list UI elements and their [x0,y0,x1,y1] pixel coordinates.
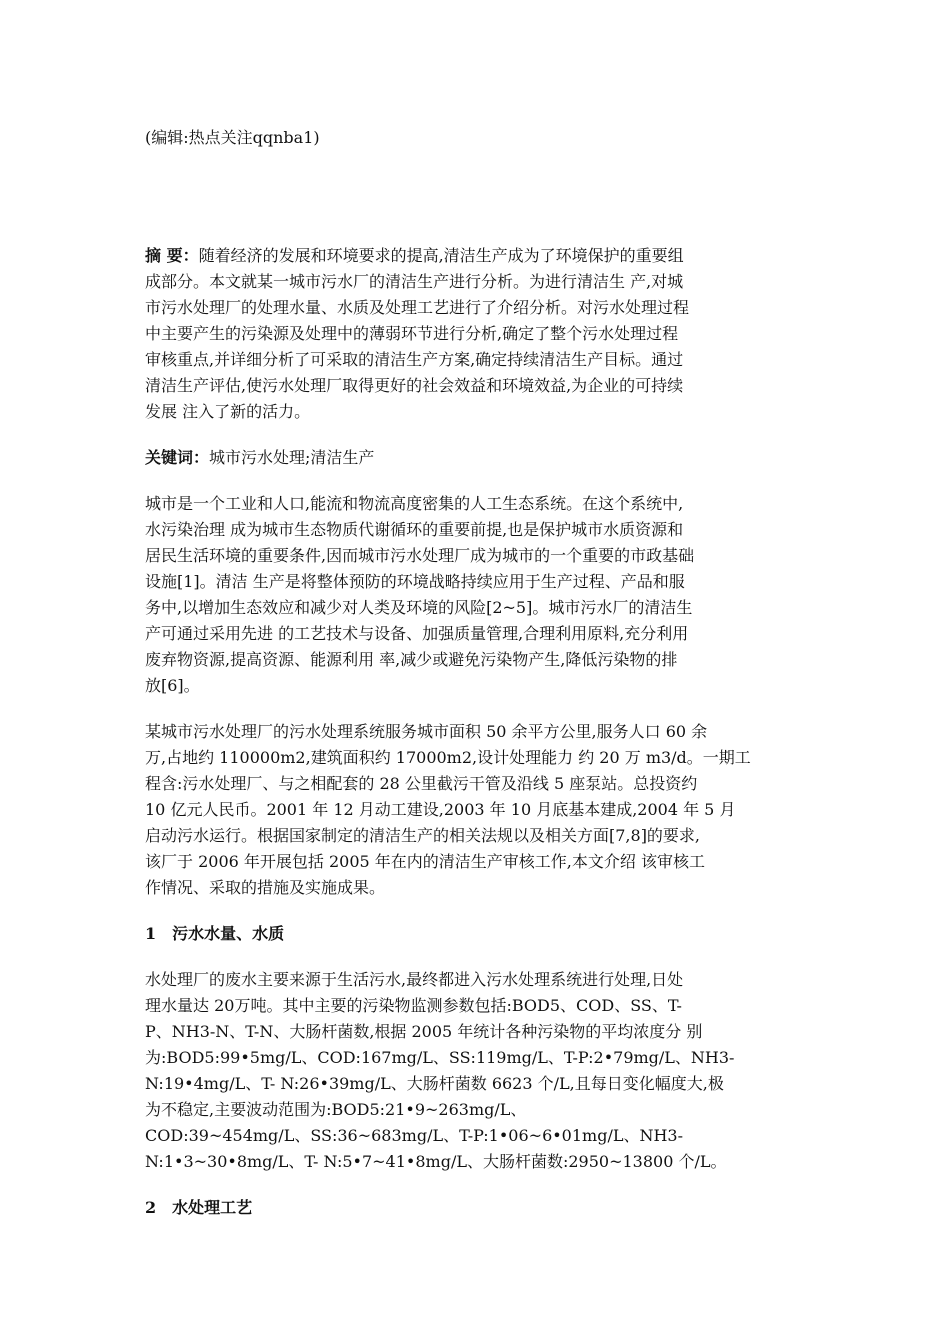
paragraph-line: N:1•3~30•8mg/L、T- N:5•7~41•8mg/L、大肠杆菌数:2950~13800 个/L。 [145,1152,727,1171]
paragraph-line: 10 亿元人民币。2001 年 12 月动工建设,2003 年 10 月底基本建成,2004 年 5 月 [145,800,736,819]
paragraph-line: 设施[1]。清洁 生产是将整体预防的环境战略持续应用于生产过程、产品和服 [145,572,685,591]
paragraph-line: 城市是一个工业和人口,能流和物流高度密集的人工生态系统。在这个系统中, [145,494,684,513]
abstract-text: 随着经济的发展和环境要求的提高,清洁生产成为了环境保护的重要组 [198,246,684,265]
paragraph-line: 启动污水运行。根据国家制定的清洁生产的相关法规以及相关方面[7,8]的要求, [145,826,701,845]
paragraph-line: 为不稳定,主要波动范围为:BOD5:21•9~263mg/L、 [145,1100,527,1119]
paragraph-line: 水污染治理 成为城市生态物质代谢循环的重要前提,也是保护城市水质资源和 [145,520,684,539]
paragraph-line: 万,占地约 110000m2,建筑面积约 17000m2,设计处理能力 约 20 万 m3/d。一期工 [145,748,751,767]
paragraph-line: P、NH3-N、T-N、大肠杆菌数,根据 2005 年统计各种污染物的平均浓度分 别 [145,1022,703,1041]
paragraph-line: N:19•4mg/L、T- N:26•39mg/L、大肠杆菌数 6623 个/L,且每日变化幅度大,极 [145,1074,724,1093]
paragraph-line: 废弃物资源,提高资源、能源利用 率,减少或避免污染物产生,降低污染物的排 [145,650,678,669]
paragraph-line: 务中,以增加生态效应和减少对人类及环境的风险[2~5]。城市污水厂的清洁生 [145,598,693,617]
keywords-text: 城市污水处理;清洁生产 [209,448,375,467]
abstract-line: 清洁生产评估,使污水处理厂取得更好的社会效益和环境效益,为企业的可持续 [145,376,684,395]
paragraph-line: 水处理厂的废水主要来源于生活污水,最终都进入污水处理系统进行处理,日处 [145,970,684,989]
abstract-line: 市污水处理厂的处理水量、水质及处理工艺进行了介绍分析。对污水处理过程 [145,298,690,317]
paragraph-line: 理水量达 20万吨。其中主要的污染物监测参数包括:BOD5、COD、SS、T- [145,996,682,1015]
paragraph-line: COD:39~454mg/L、SS:36~683mg/L、T-P:1•06~6•01mg/L、NH3- [145,1126,684,1145]
abstract-line: 发展 注入了新的活力。 [145,402,311,421]
abstract-line: 中主要产生的污染源及处理中的薄弱环节进行分析,确定了整个污水处理过程 [145,324,679,343]
abstract-line [145,244,684,268]
abstract-line: 成部分。本文就某一城市污水厂的清洁生产进行分析。为进行清洁生 产,对城 [145,272,684,291]
abstract-line: 审核重点,并详细分析了可采取的清洁生产方案,确定持续清洁生产目标。通过 [145,350,684,369]
paragraph-line: 作情况、采取的措施及实施成果。 [145,878,386,897]
section-heading-2: 2 水处理工艺 [145,1198,253,1217]
paragraph-line: 放[6]。 [145,676,200,695]
section-heading-1: 1 污水水量、水质 [145,924,285,943]
keywords-label: 关键词： [145,448,210,467]
paragraph-line: 为:BOD5:99•5mg/L、COD:167mg/L、SS:119mg/L、T-P:2•79mg/L、NH3- [145,1048,735,1067]
abstract-label: 摘 要： [145,246,199,265]
paragraph-line: 该厂于 2006 年开展包括 2005 年在内的清洁生产审核工作,本文介绍 该审核工 [145,852,705,871]
paragraph-line: 某城市污水处理厂的污水处理系统服务城市面积 50 余平方公里,服务人口 60 余 [145,722,708,741]
paragraph-line: 程含:污水处理厂、与之相配套的 28 公里截污干管及沿线 5 座泵站。总投资约 [145,774,698,793]
keywords-line [145,446,374,470]
paragraph-line: 产可通过采用先进 的工艺技术与设备、加强质量管理,合理利用原料,充分利用 [145,624,689,643]
editor-note: (编辑:热点关注qqnba1) [145,128,320,147]
paragraph-line: 居民生活环境的重要条件,因而城市污水处理厂成为城市的一个重要的市政基础 [145,546,695,565]
